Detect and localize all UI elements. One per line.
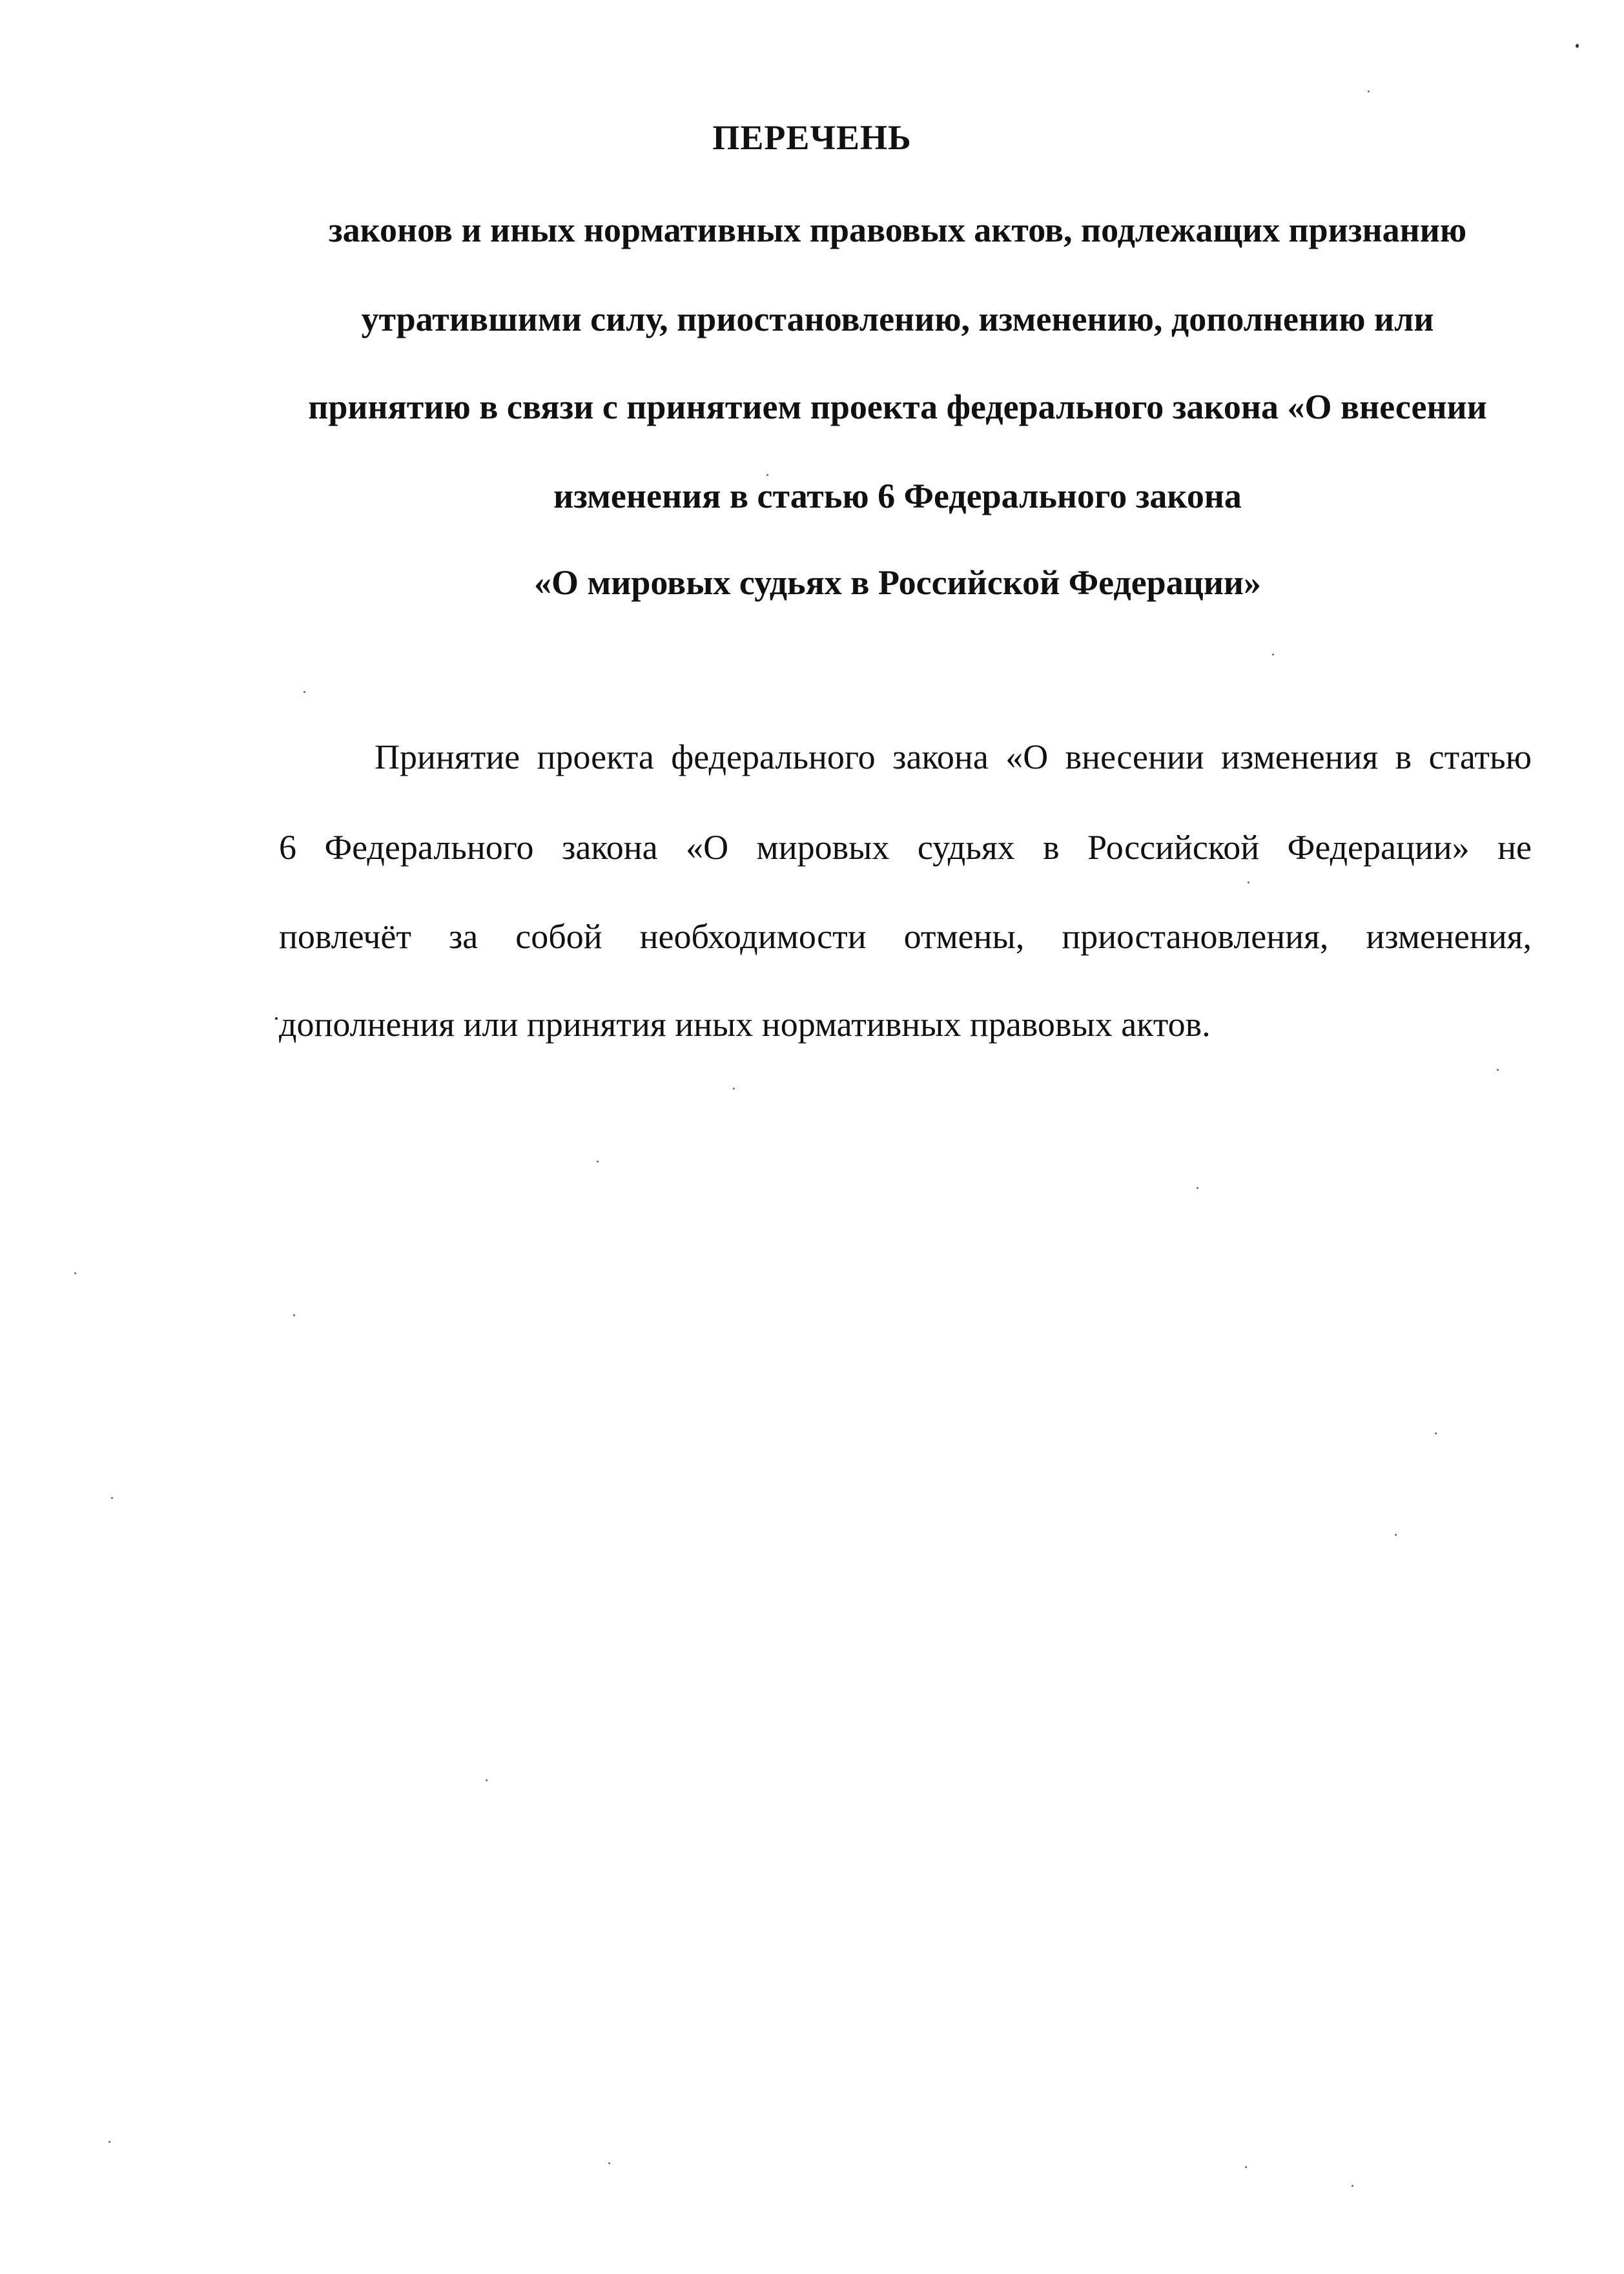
scan-speck [1576,44,1579,48]
scan-speck [275,1017,278,1020]
subtitle-line-3: принятию в связи с принятием проекта федерального закона «О внесении [308,388,1487,426]
body-line-1: Принятие проекта федерального закона «О внесении изменения в статью [375,738,1532,776]
scan-speck [1272,654,1274,656]
scan-speck [1497,1069,1499,1071]
scan-speck [108,2141,110,2143]
subtitle-line-5: «О мировых судьях в Российской Федерации» [533,563,1262,602]
scan-speck [608,2162,610,2164]
document-title: ПЕРЕЧЕНЬ [712,118,912,157]
scan-speck [1435,1432,1437,1434]
subtitle-line-4: изменения в статью 6 Федерального закона [553,477,1242,515]
scan-speck [74,1272,76,1274]
body-line-4: дополнения или принятия иных нормативных правовых актов. [279,1005,1211,1044]
scan-speck [111,1497,113,1499]
scan-speck [1245,2166,1247,2168]
scan-speck [486,1779,488,1781]
scan-speck [303,691,305,693]
scan-speck [1197,1187,1198,1189]
scan-speck [766,474,768,476]
body-line-2: 6 Федерального закона «О мировых судьях в Российской Федерации» не [279,828,1532,867]
subtitle-line-1: законов и иных нормативных правовых актов, подлежащих признанию [328,211,1467,249]
scan-speck [597,1161,599,1163]
body-line-3: повлечёт за собой необходимости отмены, приостановления, изменения, [279,917,1532,956]
scan-speck [1248,882,1249,884]
scan-speck [1395,1534,1397,1536]
subtitle-line-2: утратившими силу, приостановлению, изменению, дополнению или [361,300,1434,338]
scan-speck [1352,2185,1353,2187]
scan-speck [733,1088,735,1090]
scan-speck [1368,90,1370,92]
scan-speck [293,1314,295,1316]
